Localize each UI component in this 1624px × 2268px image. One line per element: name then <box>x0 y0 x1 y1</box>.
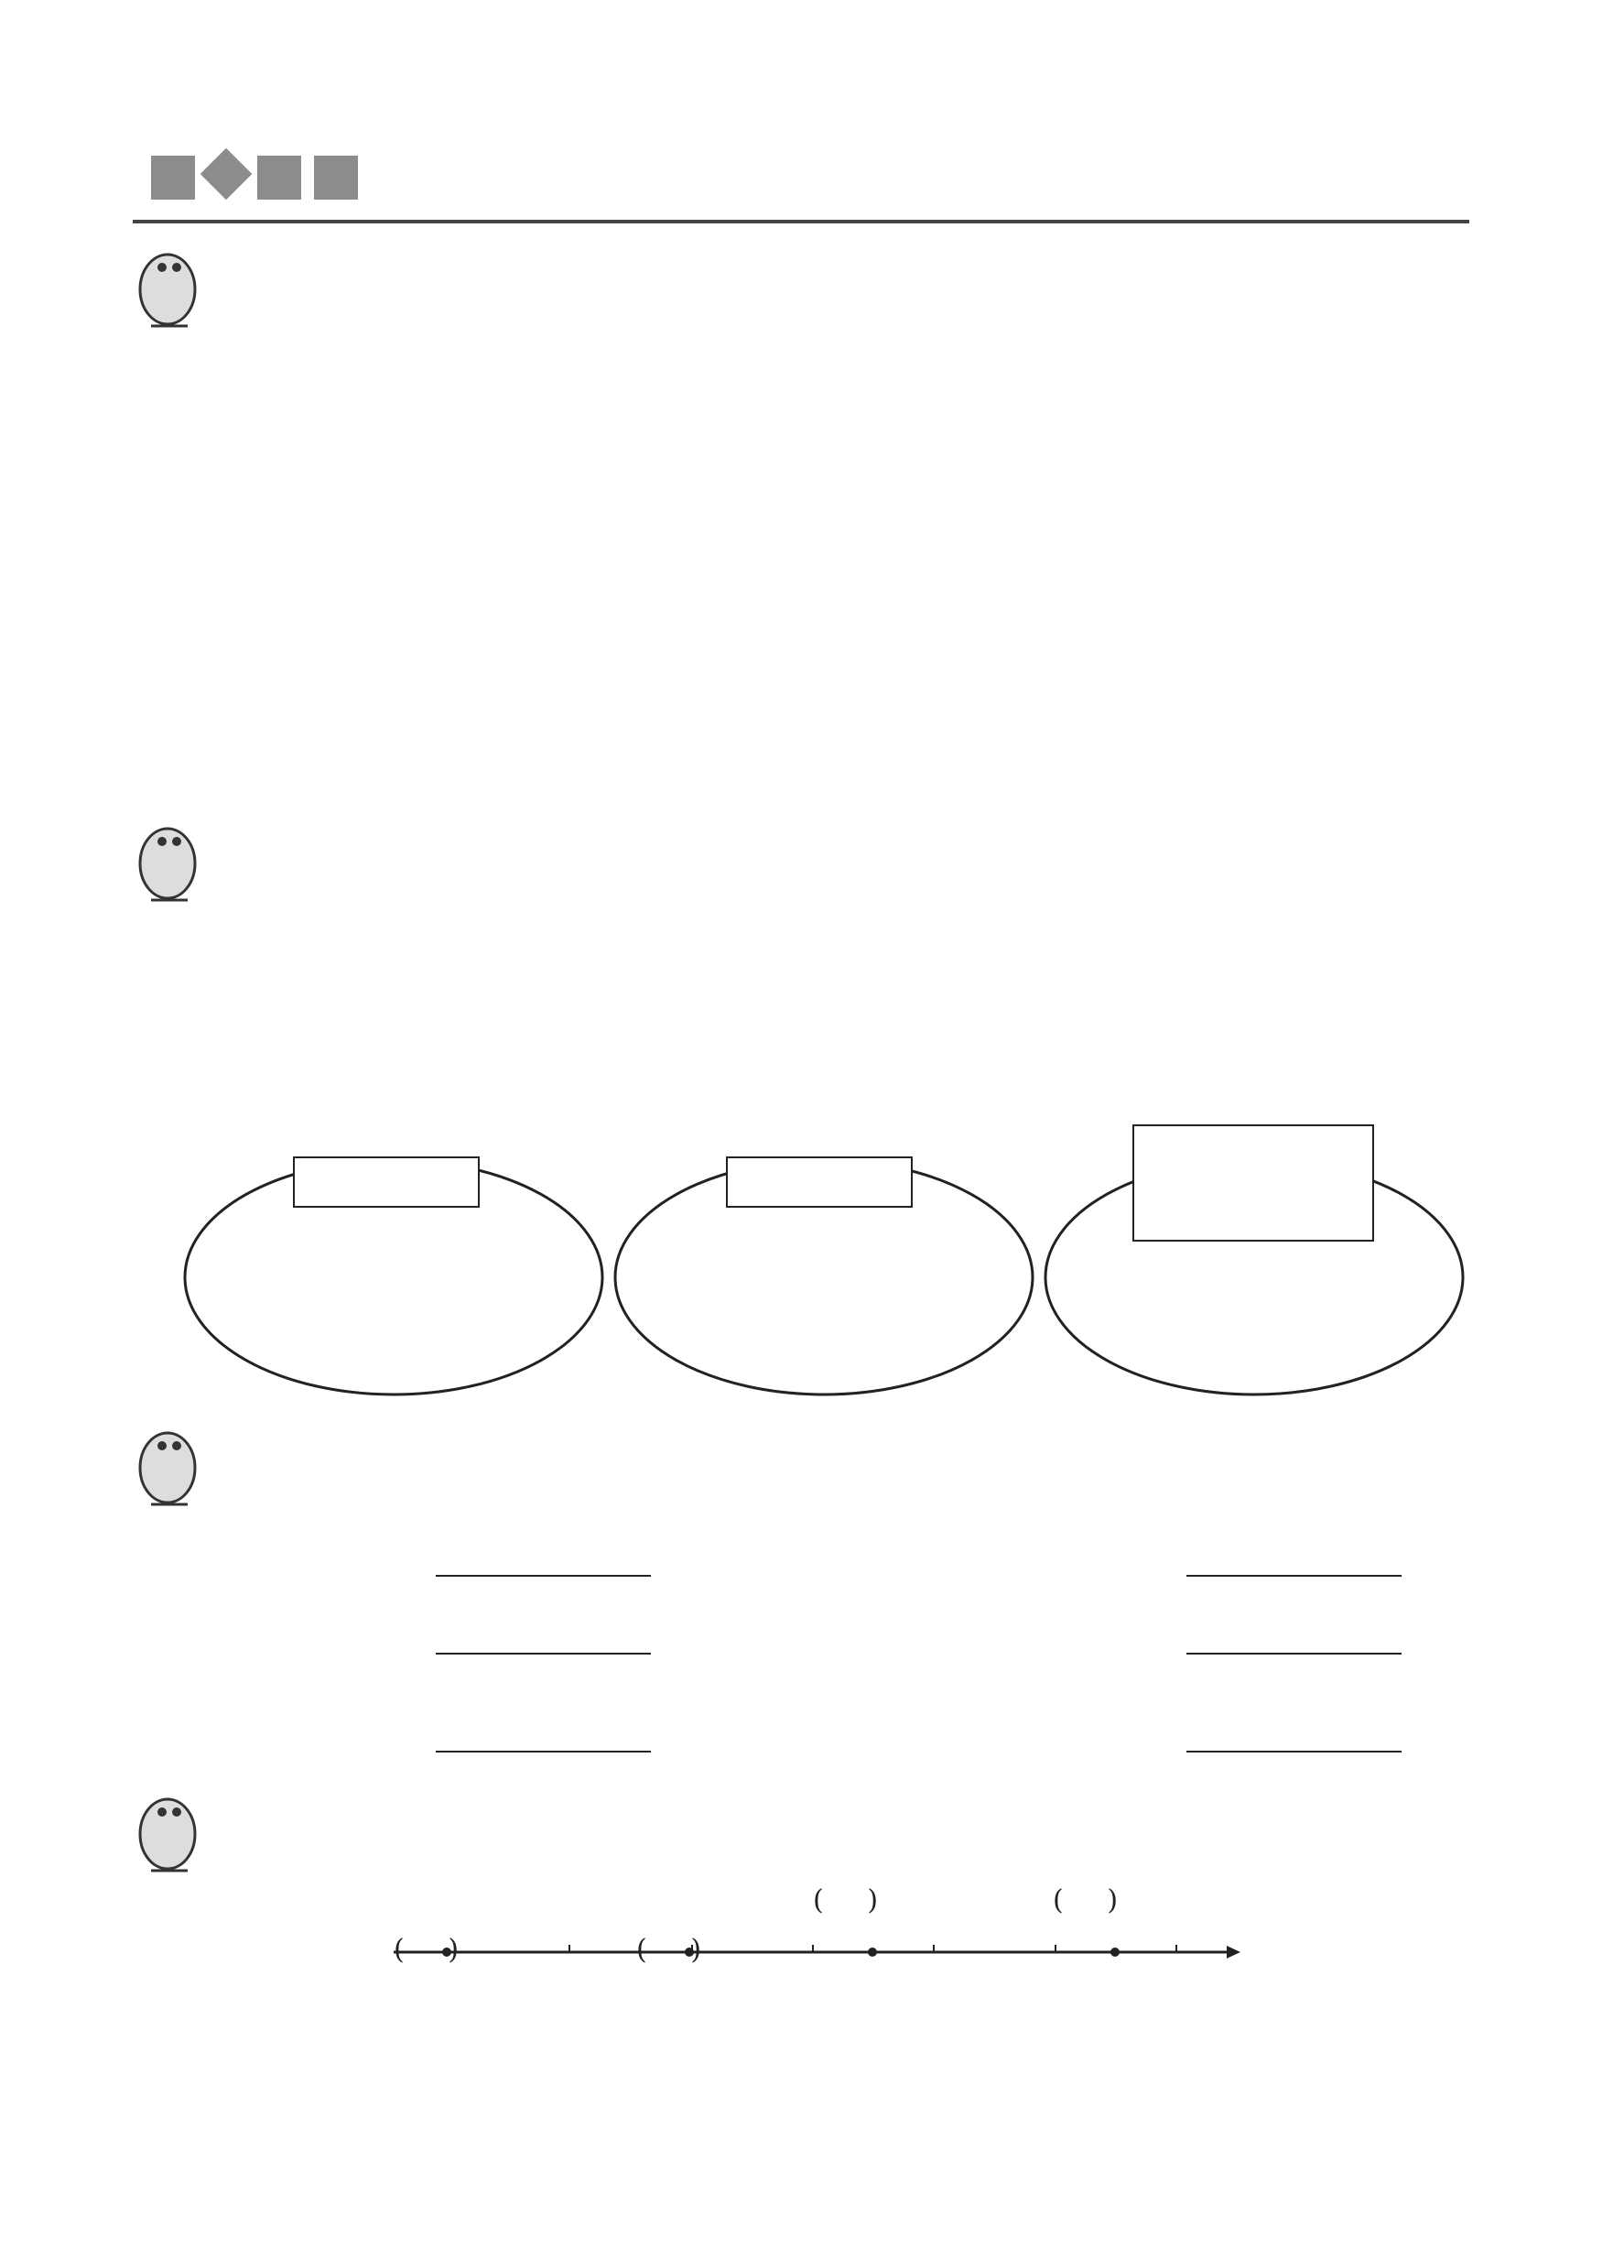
answer-4 <box>1261 740 1308 775</box>
number-line <box>366 1904 1245 2005</box>
answer-line <box>436 1705 651 1753</box>
answer-line <box>436 1607 651 1655</box>
answer-point-c: ( ) <box>813 1884 879 1916</box>
answer-line <box>1186 1607 1402 1655</box>
answer-point-b: ( ) <box>636 1934 702 1966</box>
answer-line <box>1186 1705 1402 1753</box>
neither-label <box>1132 1124 1374 1242</box>
answer-1 <box>233 740 280 775</box>
bird-icon <box>133 1790 200 1878</box>
thermometers <box>0 0 1624 824</box>
positive-answers <box>229 1218 568 1289</box>
negative-label <box>726 1156 913 1208</box>
fraction-item <box>666 916 670 925</box>
positive-label <box>293 1156 480 1208</box>
answer-2 <box>579 740 625 775</box>
answer-point-a: ( ) <box>394 1934 460 1966</box>
bird-icon <box>133 819 200 907</box>
answer-line <box>1186 1529 1402 1577</box>
given-value <box>220 1689 223 1698</box>
point-c <box>868 1948 877 1957</box>
answer-3 <box>918 740 974 775</box>
bird-icon <box>133 1424 200 1512</box>
fraction-item <box>1016 916 1020 925</box>
point-d <box>1110 1948 1120 1957</box>
answer-point-d: ( ) <box>1053 1884 1119 1916</box>
negative-answers <box>645 1218 1012 1289</box>
answer-line <box>436 1529 651 1577</box>
